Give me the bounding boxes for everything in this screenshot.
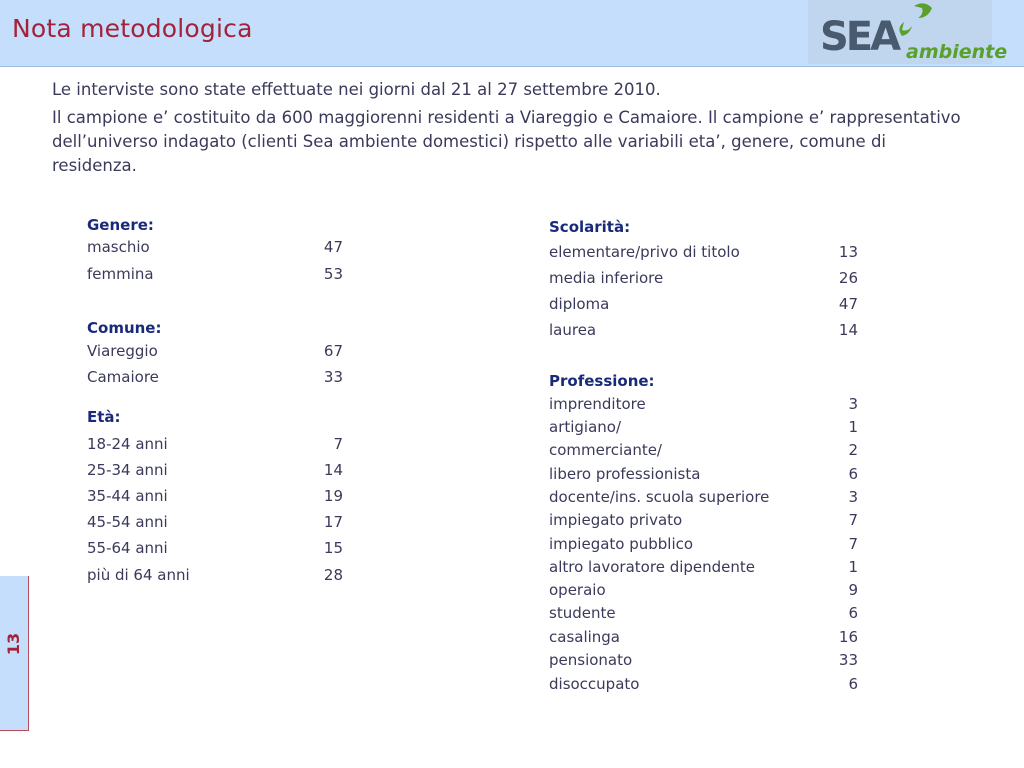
section-scolarita-title: Scolarità:: [549, 218, 631, 236]
row-label: commerciante/: [549, 441, 662, 459]
row-value: 13: [838, 243, 858, 261]
row-value: 9: [848, 581, 858, 599]
sea-ambiente-logo: [808, 0, 1008, 64]
intro-paragraph-1: Le interviste sono state effettuate nei giorni dal 21 al 27 settembre 2010.: [52, 80, 661, 99]
row-label: 18-24 anni: [87, 435, 168, 453]
logo-text: SEA: [820, 14, 899, 60]
section-genere-title: Genere:: [87, 216, 154, 234]
row-label: media inferiore: [549, 269, 664, 287]
row-value: 17: [323, 513, 343, 531]
row-label: maschio: [87, 238, 150, 256]
intro-text: [52, 78, 972, 178]
row-value: 47: [323, 238, 343, 256]
row-value: 26: [838, 269, 858, 287]
row-value: 6: [848, 604, 858, 622]
page-title: Nota metodologica: [12, 14, 253, 43]
row-label: laurea: [549, 321, 597, 339]
row-value: 1: [848, 558, 858, 576]
logo-subtext: ambiente: [906, 41, 1008, 63]
page-number: 13: [4, 632, 23, 656]
row-label: disoccupato: [549, 675, 640, 693]
row-label: studente: [549, 604, 616, 622]
row-value: 47: [838, 295, 858, 313]
row-value: 15: [323, 539, 343, 557]
row-label: 45-54 anni: [87, 513, 168, 531]
row-value: 6: [848, 465, 858, 483]
intro-paragraph-2: Il campione e’ costituito da 600 maggiorenni residenti a Viareggio e Camaiore. Il campione e’ rappresentativo dell’universo indagato (clienti Sea ambiente domestici) rispetto alle variabili eta’, genere, comune di residenza.: [52, 108, 961, 175]
row-value: 7: [848, 511, 858, 529]
row-value: 6: [848, 675, 858, 693]
row-label: diploma: [549, 295, 610, 313]
row-value: 28: [323, 566, 343, 584]
row-label: altro lavoratore dipendente: [549, 558, 756, 576]
logo-graphic: [808, 0, 1008, 64]
row-label: operaio: [549, 581, 606, 599]
row-label: 35-44 anni: [87, 487, 168, 505]
row-label: Viareggio: [87, 342, 158, 360]
row-value: 33: [838, 651, 858, 669]
row-label: elementare/privo di titolo: [549, 243, 740, 261]
row-label: docente/ins. scuola superiore: [549, 488, 770, 506]
row-label: Camaiore: [87, 368, 159, 386]
row-value: 3: [848, 488, 858, 506]
row-value: 16: [838, 628, 858, 646]
row-value: 33: [323, 368, 343, 386]
row-label: libero professionista: [549, 465, 701, 483]
section-professione-title: Professione:: [549, 372, 655, 390]
row-value: 3: [848, 395, 858, 413]
row-value: 1: [848, 418, 858, 436]
row-value: 14: [323, 461, 343, 479]
row-label: femmina: [87, 265, 154, 283]
row-value: 14: [838, 321, 858, 339]
row-value: 53: [323, 265, 343, 283]
row-label: artigiano/: [549, 418, 622, 436]
row-value: 7: [848, 535, 858, 553]
row-label: 55-64 anni: [87, 539, 168, 557]
section-eta-title: Età:: [87, 408, 121, 426]
row-value: 7: [333, 435, 343, 453]
row-label: impiegato pubblico: [549, 535, 694, 553]
row-label: pensionato: [549, 651, 633, 669]
row-label: impiegato privato: [549, 511, 683, 529]
header-bar: [0, 0, 1024, 67]
row-label: più di 64 anni: [87, 566, 190, 584]
section-comune-title: Comune:: [87, 319, 162, 337]
row-label: 25-34 anni: [87, 461, 168, 479]
row-value: 19: [323, 487, 343, 505]
row-label: imprenditore: [549, 395, 646, 413]
row-value: 2: [848, 441, 858, 459]
row-value: 67: [323, 342, 343, 360]
row-label: casalinga: [549, 628, 621, 646]
